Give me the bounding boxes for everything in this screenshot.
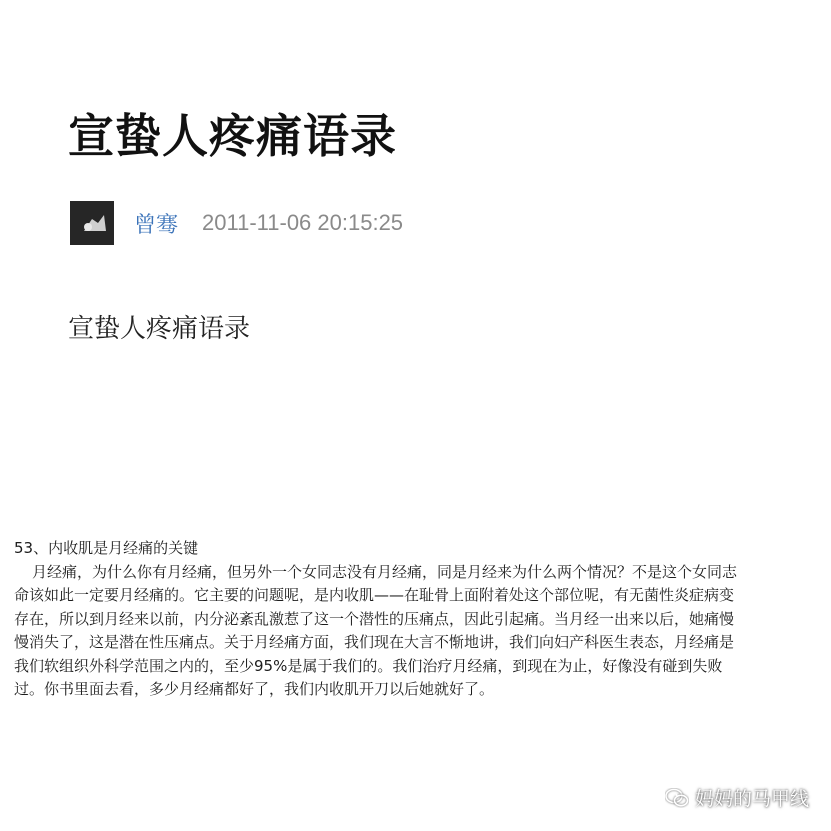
watermark [665, 784, 809, 811]
avatar[interactable] [70, 201, 114, 245]
article-subtitle: 宣蛰人疼痛语录 [68, 314, 251, 344]
page-title: 宣蛰人疼痛语录 [68, 109, 397, 163]
excerpt-line: 过。你书里面去看，多少月经痛都好了，我们内收肌开刀以后她就好了。 [14, 680, 495, 698]
post-timestamp: 2011-11-06 20:15:25 [202, 210, 404, 235]
excerpt-block [14, 537, 829, 702]
excerpt-heading: 53、内收肌是月经痛的关键 [14, 539, 199, 557]
excerpt-line: 命该如此一定要月经痛的。它主要的问题呢，是内收肌——在耻骨上面附着处这个部位呢，有无菌性炎症病变 [14, 586, 735, 604]
author-row [70, 200, 403, 246]
watermark-text: 妈妈的马甲线 [694, 788, 809, 810]
excerpt-line: 存在，所以到月经来以前，内分泌紊乱激惹了这一个潜性的压痛点，因此引起痛。当月经一出来以后，她痛慢 [14, 609, 735, 628]
excerpt-line: 我们软组织外科学范围之内的，至少95%是属于我们的。我们治疗月经痛，到现在为止，好像没有碰到失败 [14, 656, 723, 675]
excerpt-line: 慢消失了，这是潜在性压痛点。关于月经痛方面，我们现在大言不惭地讲，我们向妇产科医生表态，月经痛是 [14, 633, 735, 651]
excerpt-line: 月经痛，为什么你有月经痛，但另外一个女同志没有月经痛，同是月经来为什么两个情况？不是这个女同志 [32, 562, 738, 581]
avatar-image [70, 201, 114, 245]
author-name[interactable]: 曾骞 [134, 212, 179, 238]
wechat-icon [665, 788, 689, 808]
